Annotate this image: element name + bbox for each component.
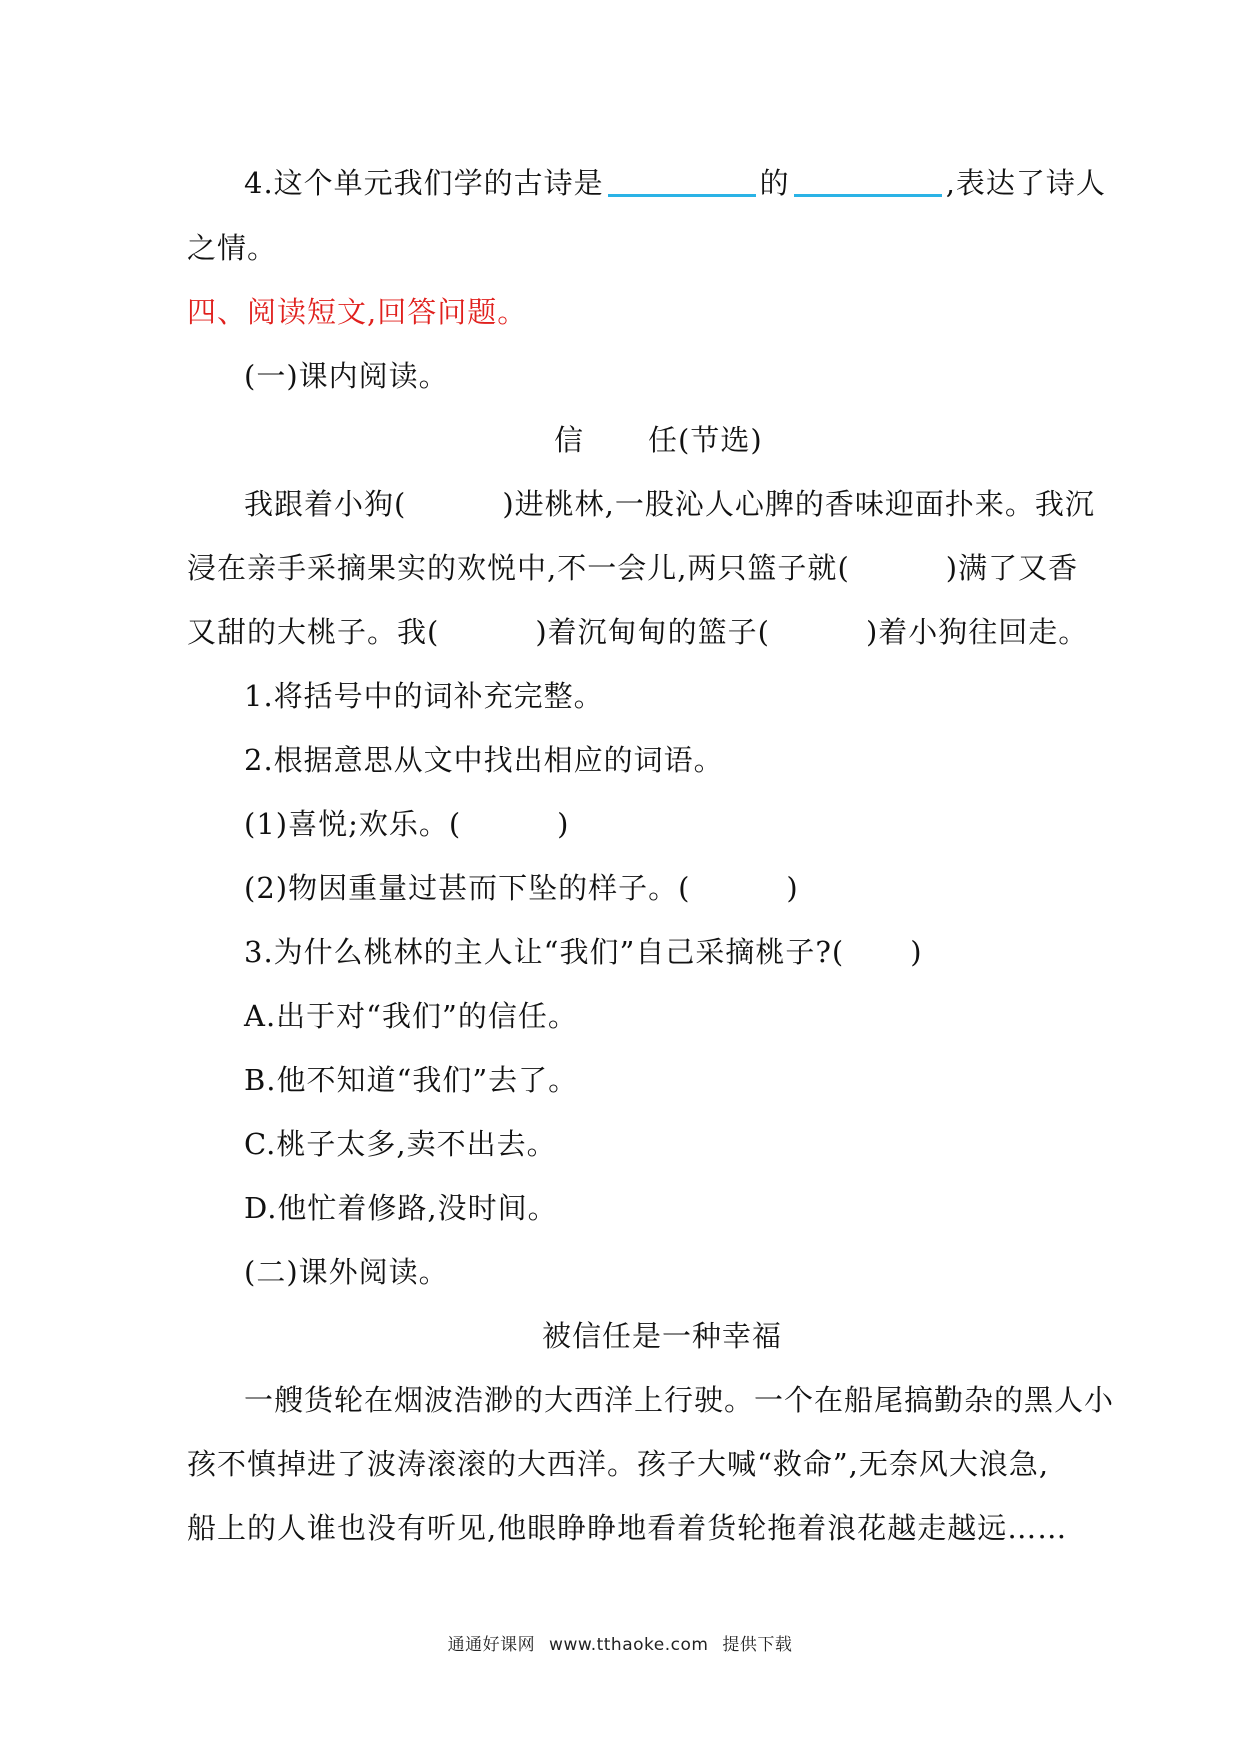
footer-site: 通通好课网 — [447, 1635, 536, 1655]
answer-blank-2[interactable] — [794, 164, 942, 197]
question-1: 1.将括号中的词补充完整。 — [244, 679, 604, 713]
q4-text-1: 4.这个单元我们学的古诗是 — [244, 166, 604, 200]
question-2-2: (2)物因重量过甚而下坠的样子。( ) — [244, 871, 799, 905]
question-2: 2.根据意思从文中找出相应的词语。 — [244, 743, 724, 777]
reading1-label: (一)课内阅读。 — [244, 359, 449, 393]
footer-note: 提供下载 — [722, 1635, 793, 1655]
option-c[interactable]: C.桃子太多,卖不出去。 — [244, 1127, 557, 1161]
page-footer — [0, 1630, 1240, 1655]
passage1-line-3: 又甜的大桃子。我( )着沉甸甸的篮子( )着小狗往回走。 — [187, 615, 1089, 649]
answer-blank-1[interactable] — [608, 164, 756, 197]
passage2-line-2: 孩不慎掉进了波涛滚滚的大西洋。孩子大喊“救命”,无奈风大浪急, — [187, 1447, 1050, 1481]
question-2-1: (1)喜悦;欢乐。( ) — [244, 807, 570, 841]
option-d[interactable]: D.他忙着修路,没时间。 — [244, 1191, 558, 1225]
q4-text-2: 的 — [759, 166, 790, 200]
q4-line — [244, 163, 1106, 203]
reading2-label: (二)课外阅读。 — [244, 1255, 449, 1289]
q4-text-3: ,表达了诗人 — [945, 166, 1106, 200]
passage1-line-2: 浸在亲手采摘果实的欢悦中,不一会儿,两只篮子就( )满了又香 — [187, 551, 1079, 585]
section-heading: 四、阅读短文,回答问题。 — [187, 295, 528, 329]
title-part-1: 信 — [554, 423, 585, 457]
q4-continuation: 之情。 — [187, 231, 278, 265]
option-b[interactable]: B.他不知道“我们”去了。 — [244, 1063, 579, 1097]
question-3: 3.为什么桃林的主人让“我们”自己采摘桃子?( ) — [244, 935, 923, 969]
title-part-2: 任(节选) — [648, 423, 763, 457]
reading1-title — [554, 420, 763, 460]
passage1-line-1: 我跟着小狗( )进桃林,一股沁人心脾的香味迎面扑来。我沉 — [244, 487, 1095, 521]
footer-url[interactable]: www.tthaoke.com — [549, 1635, 709, 1655]
reading2-title: 被信任是一种幸福 — [542, 1319, 783, 1353]
option-a[interactable]: A.出于对“我们”的信任。 — [244, 999, 578, 1033]
passage2-line-3: 船上的人谁也没有听见,他眼睁睁地看着货轮拖着浪花越走越远…… — [187, 1511, 1068, 1545]
passage2-line-1: 一艘货轮在烟波浩渺的大西洋上行驶。一个在船尾搞勤杂的黑人小 — [244, 1383, 1115, 1417]
